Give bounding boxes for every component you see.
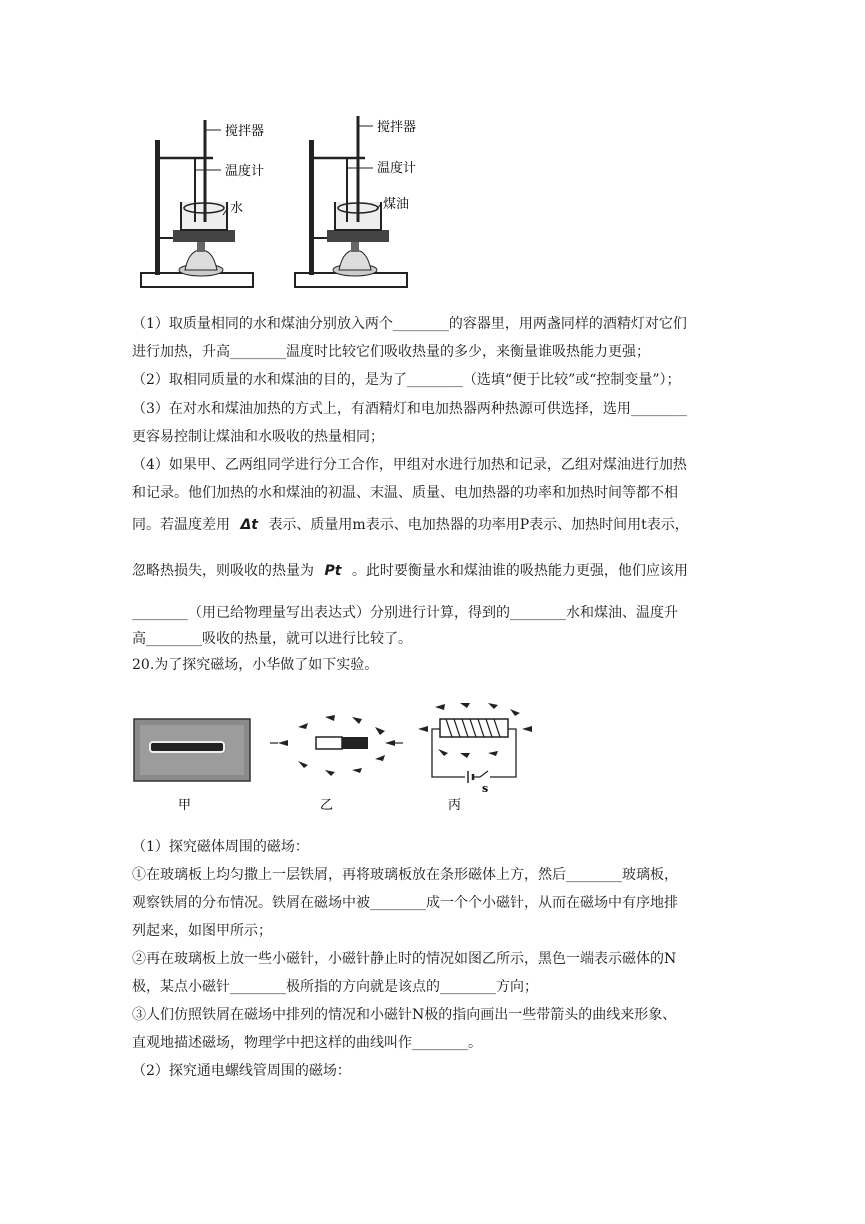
- q19-part4-line4-b: 。此时要衡量水和煤油谁的吸热能力更强，他们应该用: [351, 563, 688, 579]
- pt-symbol: Pt: [324, 563, 342, 579]
- right-thermometer-label: 温度计: [377, 161, 417, 176]
- q19-part3-line2: 更容易控制让煤油和水吸收的热量相同；: [132, 429, 384, 445]
- q19-part4-line2: 和记录。他们加热的水和煤油的初温、末温、质量、电加热器的功率和加热时间等都不相: [132, 485, 678, 501]
- q19-part1-line1: （1）取质量相同的水和煤油分别放入两个________的容器里，用两盏同样的酒精灯对它们: [132, 316, 687, 332]
- q19-part2: （2）取相同质量的水和煤油的目的，是为了________（选填“便于比较”或“控制变量”）；: [132, 372, 681, 388]
- label-jia: 甲: [178, 798, 192, 813]
- q20-section1-heading: （1）探究磁体周围的磁场：: [132, 839, 309, 855]
- q20-item2-line1: ②再在玻璃板上放一些小磁针，小磁针静止时的情况如图乙所示，黑色一端表示磁体的N: [132, 951, 677, 967]
- q19-part4-line3-b: 表示、质量用m表示、电加热器的功率用P表示、加热时间用t表示，: [268, 517, 689, 533]
- q20-item1-line1: ①在玻璃板上均匀撒上一层铁屑，再将玻璃板放在条形磁体上方，然后________玻璃板，: [132, 867, 678, 883]
- right-liquid-label: 煤油: [383, 197, 410, 212]
- right-stirrer-label: 搅拌器: [377, 120, 417, 135]
- q19-part3-line1: （3）在对水和煤油加热的方式上，有酒精灯和电加热器两种热源可供选择，选用________: [132, 401, 687, 417]
- solenoid-circuit: [418, 703, 532, 783]
- q19-part4-line5: ________（用已给物理量写出表达式）分别进行计算，得到的________水和煤油、温度升: [132, 605, 678, 621]
- left-stirrer-label: 搅拌器: [225, 124, 265, 139]
- q20-title: 20.为了探究磁场，小华做了如下实验。: [132, 657, 379, 673]
- switch-label: s: [482, 782, 489, 795]
- q19-part1-line2: 进行加热，升高________温度时比较它们吸收热量的多少，来衡量谁吸热能力更强；: [132, 344, 650, 360]
- label-bing: 丙: [448, 798, 462, 813]
- q20-item3-line1: ③人们仿照铁屑在磁场中排列的情况和小磁针N极的指向画出一些带箭头的曲线来形象、: [132, 1007, 677, 1023]
- q19-part4-line4: [132, 560, 688, 580]
- q20-item2-line2: 极，某点小磁针________极所指的方向就是该点的________方向；: [132, 979, 538, 995]
- q19-part4-line1: （4）如果甲、乙两组同学进行分工合作，甲组对水进行加热和记录，乙组对煤油进行加热: [132, 457, 687, 473]
- q19-part4-line3: [132, 514, 689, 534]
- q20-item1-line2: 观察铁屑的分布情况。铁屑在磁场中被________成一个个小磁针，从而在磁场中有序地排: [132, 895, 678, 911]
- q19-part4-line3-a: 同。若温度差用: [132, 517, 230, 533]
- delta-t-symbol: Δt: [240, 517, 258, 533]
- q20-item3-line2: 直观地描述磁场，物理学中把这样的曲线叫作________。: [132, 1035, 482, 1051]
- q20-section2-heading: （2）探究通电螺线管周围的磁场：: [132, 1063, 351, 1079]
- left-thermometer-label: 温度计: [225, 164, 265, 179]
- left-liquid-label: 水: [230, 201, 244, 216]
- iron-filings-image: [134, 719, 250, 781]
- bar-magnet-compasses: [270, 715, 403, 776]
- q20-item1-line3: 列起来，如图甲所示；: [132, 923, 272, 939]
- q19-part4-line6: 高________吸收的热量，就可以进行比较了。: [132, 631, 412, 647]
- q19-part4-line4-a: 忽略热损失，则吸收的热量为: [132, 563, 314, 579]
- magnetism-figure: [130, 697, 550, 817]
- label-yi: 乙: [320, 798, 334, 813]
- heating-apparatus-figure: [133, 110, 443, 302]
